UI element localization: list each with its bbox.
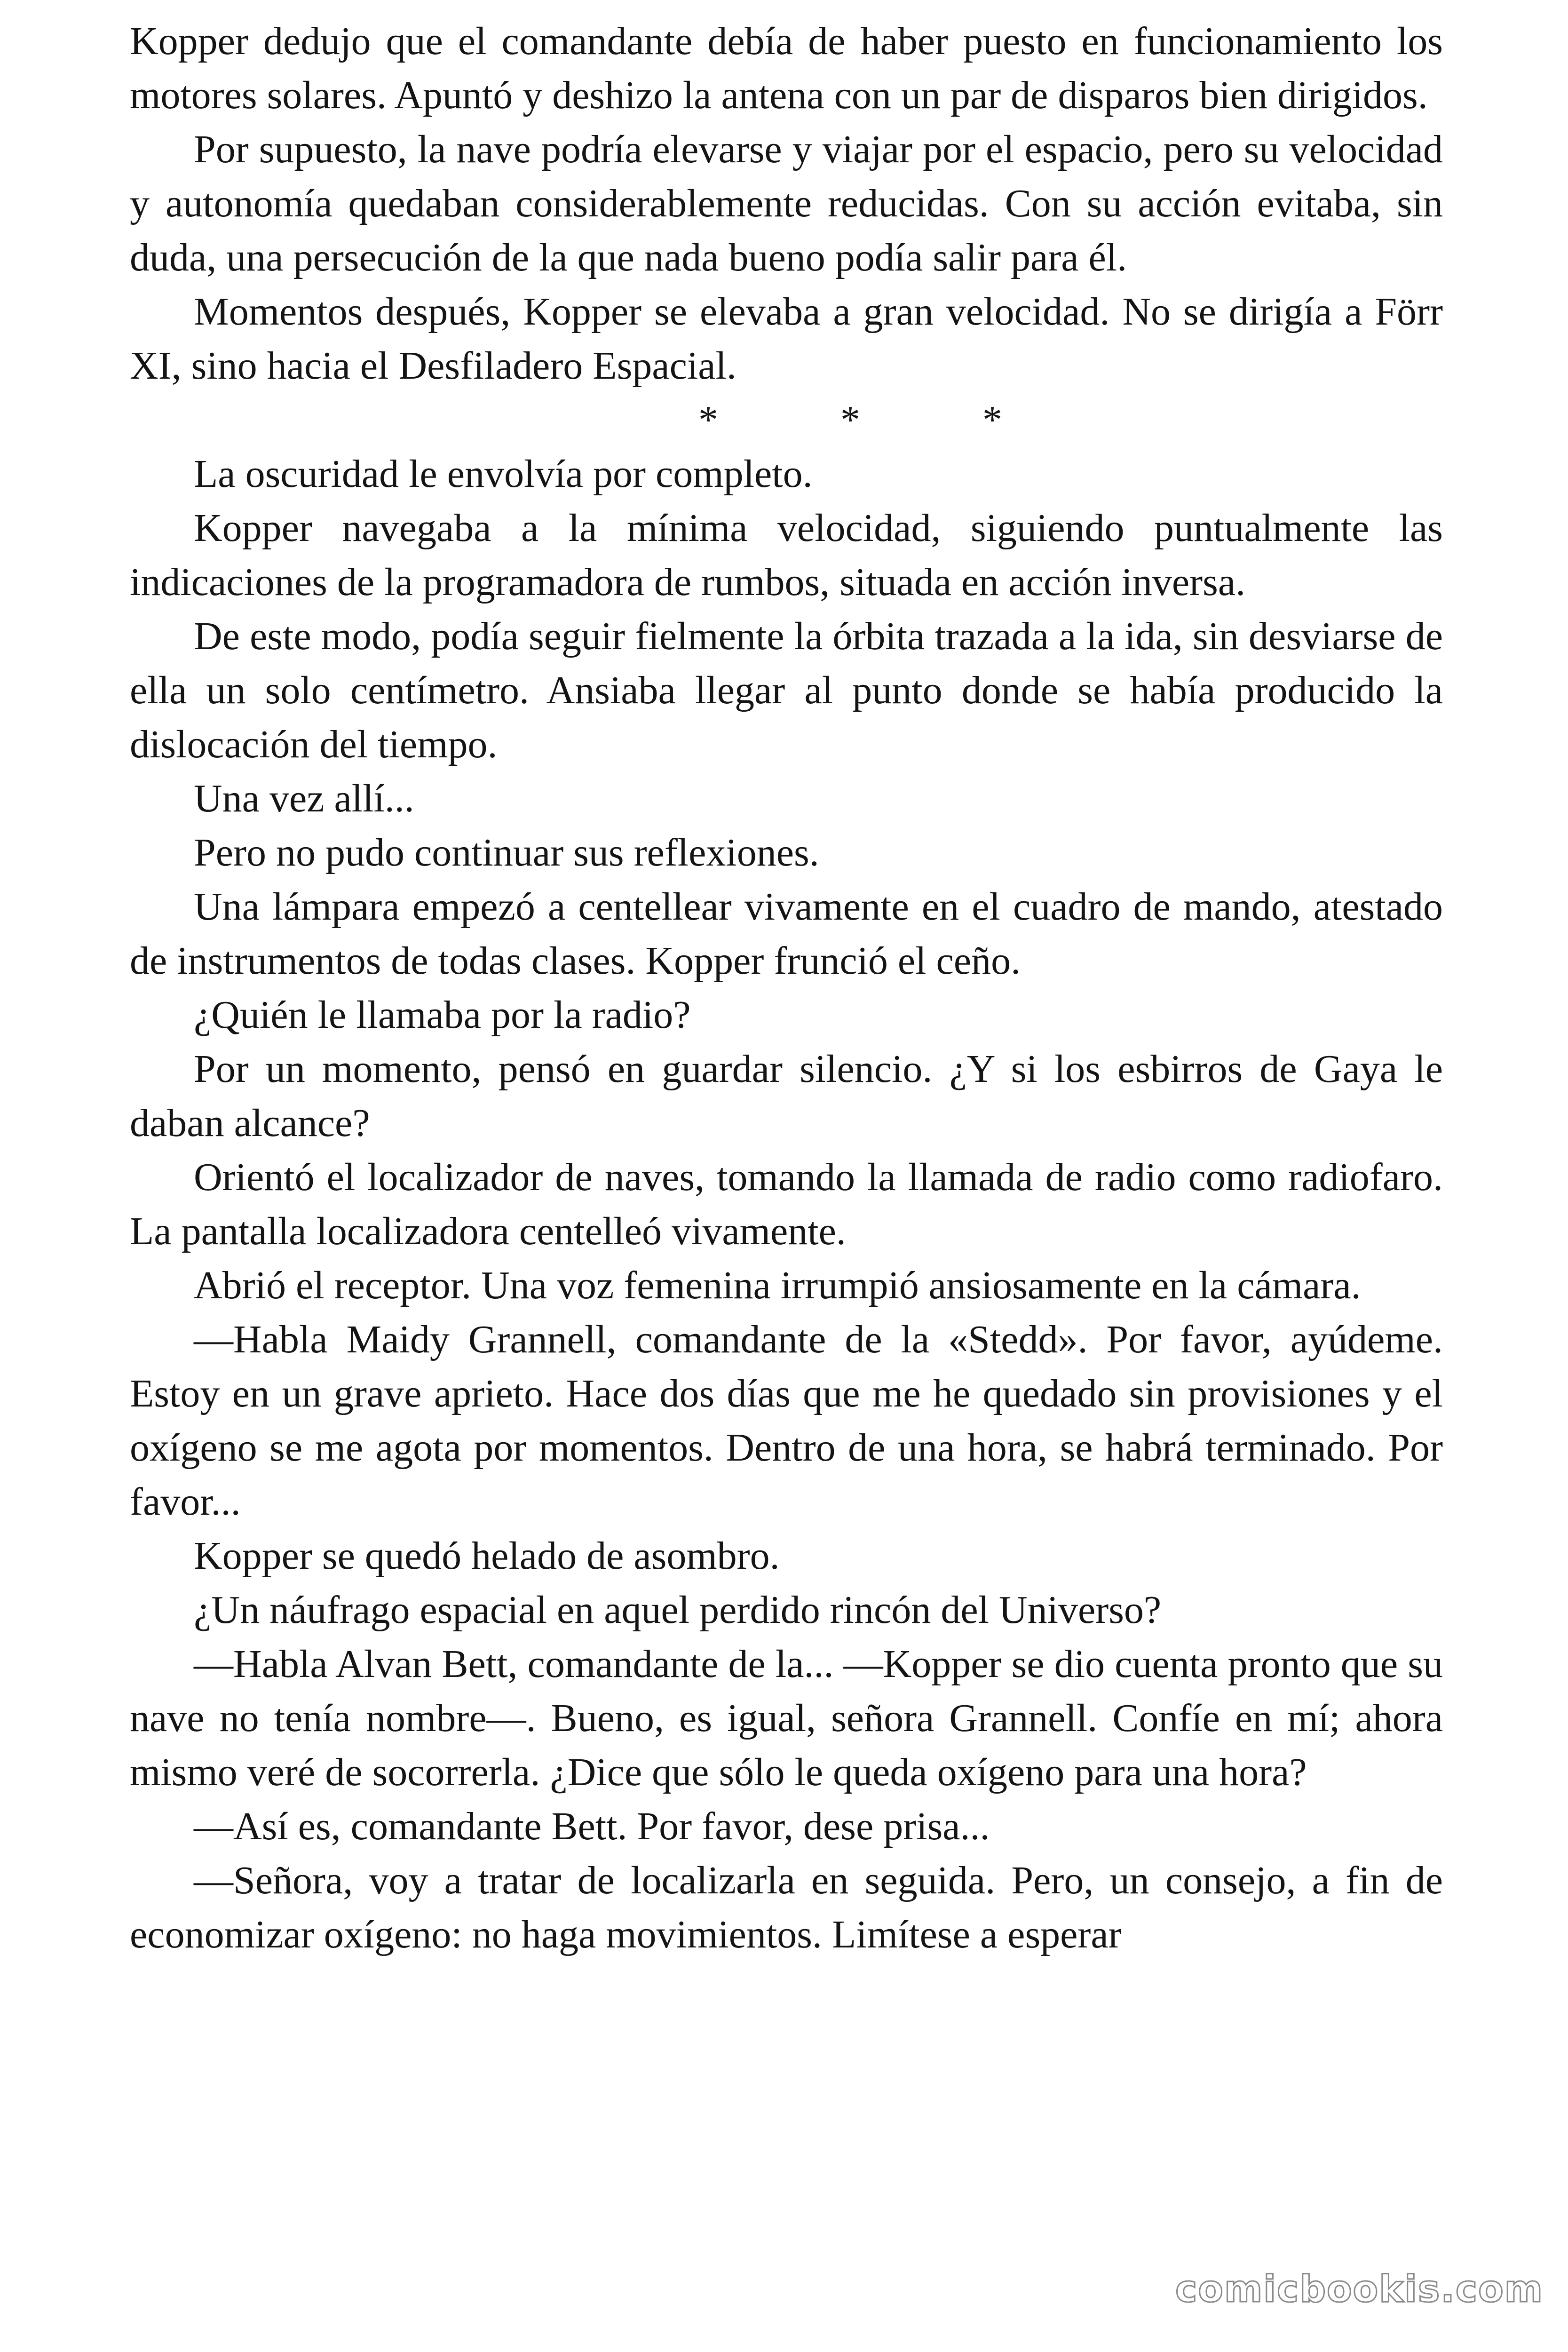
paragraph-11: Por un momento, pensó en guardar silencio. ¿Y si los esbirros de Gaya le daban alcance? xyxy=(130,1047,1443,1145)
paragraph-17: —Habla Alvan Bett, comandante de la... —Kopper se dio cuenta pronto que su nave no tenía nombre—. Bueno, es igual, señora Grannell. Confíe en mí; ahora mismo veré de socorrerla. ¿Dice que sólo le queda oxígeno para una hora? xyxy=(130,1642,1443,1794)
watermark: comicbookis.com xyxy=(1175,2268,1544,2311)
separator-asterisk: * xyxy=(840,398,860,442)
paragraph-3: Momentos después, Kopper se elevaba a gran velocidad. No se dirigía a Förr XI, sino hacia el Desfiladero Espacial. xyxy=(130,290,1443,388)
paragraph-12: Orientó el localizador de naves, tomando la llamada de radio como radiofaro. La pantalla localizadora centelleó vivamente. xyxy=(130,1155,1443,1253)
paragraph-14: —Habla Maidy Grannell, comandante de la «Stedd». Por favor, ayúdeme. Estoy en un grave aprieto. Hace dos días que me he quedado sin provisiones y el oxígeno se me agota por momentos. Dentro de una hora, se habrá terminado. Por favor... xyxy=(130,1318,1443,1524)
section-separator xyxy=(130,393,1443,447)
paragraph-16: ¿Un náufrago espacial en aquel perdido rincón del Universo? xyxy=(194,1588,1162,1632)
separator-asterisk: * xyxy=(982,398,1002,442)
paragraph-13: Abrió el receptor. Una voz femenina irrumpió ansiosamente en la cámara. xyxy=(194,1263,1361,1307)
paragraph-19: —Señora, voy a tratar de localizarla en seguida. Pero, un consejo, a fin de economizar oxígeno: no haga movimientos. Limítese a esperar xyxy=(130,1859,1443,1956)
paragraph-6: De este modo, podía seguir fielmente la órbita trazada a la ida, sin desviarse de ella un solo centímetro. Ansiaba llegar al punto donde se había producido la dislocación del tiempo. xyxy=(130,614,1443,766)
paragraph-4: La oscuridad le envolvía por completo. xyxy=(194,452,813,496)
paragraph-1: Kopper dedujo que el comandante debía de haber puesto en funcionamiento los motores solares. Apuntó y deshizo la antena con un par de disparos bien dirigidos. xyxy=(130,19,1443,117)
book-page xyxy=(130,14,1443,1962)
paragraph-18: —Así es, comandante Bett. Por favor, dese prisa... xyxy=(194,1804,990,1848)
paragraph-15: Kopper se quedó helado de asombro. xyxy=(194,1534,780,1578)
separator-asterisk: * xyxy=(698,398,718,442)
paragraph-10: ¿Quién le llamaba por la radio? xyxy=(194,993,691,1037)
paragraph-7: Una vez allí... xyxy=(194,777,414,820)
paragraph-9: Una lámpara empezó a centellear vivamente en el cuadro de mando, atestado de instrumentos de todas clases. Kopper frunció el ceño. xyxy=(130,885,1443,983)
paragraph-8: Pero no pudo continuar sus reflexiones. xyxy=(194,831,819,874)
paragraph-2: Por supuesto, la nave podría elevarse y viajar por el espacio, pero su velocidad y autonomía quedaban considerablemente reducidas. Con su acción evitaba, sin duda, una persecución de la que nada bueno podía salir para él. xyxy=(130,127,1443,279)
paragraph-5: Kopper navegaba a la mínima velocidad, siguiendo puntualmente las indicaciones de la programadora de rumbos, situada en acción inversa. xyxy=(130,506,1443,604)
